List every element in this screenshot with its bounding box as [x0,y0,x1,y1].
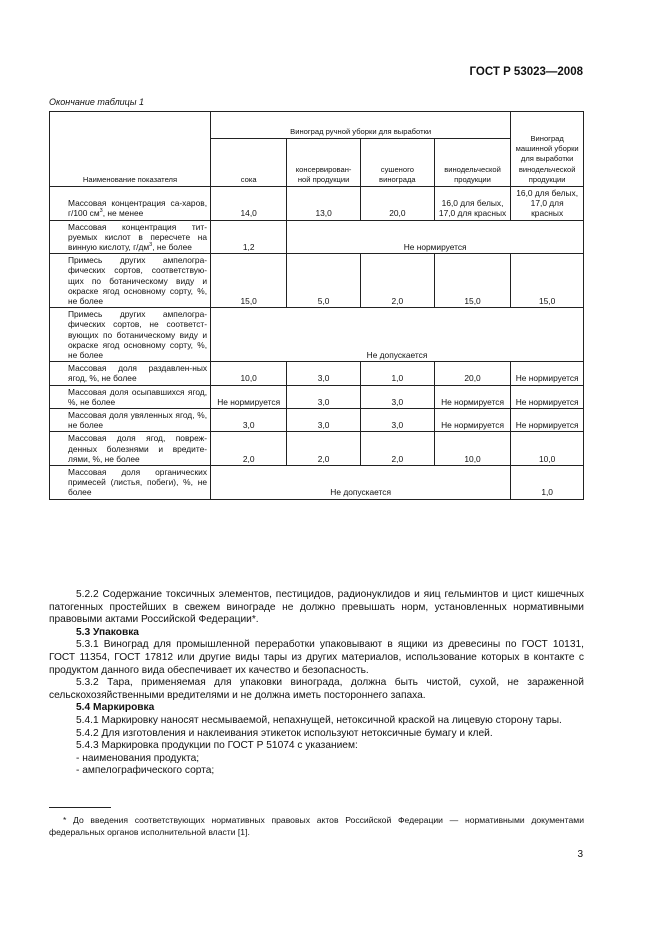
cell-value: 10,0 [211,362,287,385]
paragraph-5-4-2: 5.4.2 Для изготовления и наклеивания этикеток используют нетоксичные бумагу и клей. [76,727,493,739]
row-name: Примесь других ампелогра-фических сортов, соответствую-щих по ботаническому виду и окраске ягод основному сорту, %, не более [50,254,211,308]
cell-value: 15,0 [211,254,287,308]
cell-value: 2,0 [287,432,361,466]
cell-value: 5,0 [287,254,361,308]
header-manual-harvest: Виноград ручной уборки для выработки [211,112,511,139]
cell-value: 3,0 [360,409,434,432]
cell-value: 1,0 [511,466,584,500]
cell-value: 13,0 [287,187,361,221]
table-row [50,220,584,254]
list-item: - ампелографического сорта; [76,765,215,777]
paragraph-5-3-2: 5.3.2 Тара, применяемая для упаковки винограда, должна быть чистой, сухой, не зараженной сельскохозяйственными вредителями и не должна иметь постороннего запаха. [49,677,584,701]
indicators-table [49,111,584,500]
row-name: Массовая концентрация са-харов, г/100 $см^3$, не менее [50,187,211,221]
list-item: - наименования продукта; [76,752,200,764]
header-dried: сушеного винограда [360,139,434,187]
paragraph-5-4-3: 5.4.3 Маркировка продукции по ГОСТ Р 51074 с указанием: [76,740,358,752]
cell-value: 1,0 [360,362,434,385]
section-text [49,589,584,778]
cell-value: 2,0 [211,432,287,466]
cell-value: 1,2 [211,220,287,254]
paragraph-5-3-1: 5.3.1 Виноград для промышленной переработки упаковывают в ящики из древесины по ГОСТ 10131, ГОСТ 11354, ГОСТ 17812 или другие виды тары из других материалов, использование которых в контакте с продуктом данного вида обеспечивает их качество и безопасность. [49,639,584,676]
table-row [50,254,584,308]
heading-marking: 5.4 Маркировка [76,702,155,714]
header-juice: сока [211,139,287,187]
row-name: Массовая концентрация тит-руемых кислот в пересчете на винную кислоту, $г/дм^3$, не более [50,220,211,254]
table-row [50,308,584,362]
cell-merged: Не допускается [211,308,584,362]
cell-value: 3,0 [287,362,361,385]
table-row [50,362,584,385]
cell-value: 3,0 [287,409,361,432]
cell-value: Не нормируется [511,385,584,408]
footnote-divider [49,807,111,808]
cell-value: 2,0 [360,254,434,308]
table-row [50,466,584,500]
cell-value: Не нормируется [434,409,511,432]
cell-merged: Не нормируется [287,220,584,254]
paragraph-5-2-2: 5.2.2 Содержание токсичных элементов, пестицидов, радионуклидов и яиц гельминтов и цист кишечных патогенных простейших в свежем винограде не должно превышать норм, установленных нормативными правовыми актами Российской Федерации*. [49,589,584,626]
cell-value: 16,0 для белых, 17,0 для красных [511,187,584,221]
page-number: 3 [577,849,583,860]
table-caption: Окончание таблицы 1 [49,97,144,107]
cell-value: 20,0 [360,187,434,221]
document-code: ГОСТ Р 53023—2008 [469,66,583,78]
cell-value: Не нормируется [511,362,584,385]
heading-packaging: 5.3 Упаковка [76,626,139,638]
cell-value: 16,0 для белых, 17,0 для красных [434,187,511,221]
cell-merged: Не допускается [211,466,511,500]
table-row [50,385,584,408]
header-wine: винодельческой продукции [434,139,511,187]
row-name: Примесь других ампелогра-фических сортов, не соответст-вующих по ботаническому виду и окраске ягод основному сорту, %, не более [50,308,211,362]
table-row [50,187,584,221]
row-name: Массовая доля осыпавшихся ягод, %, не более [50,385,211,408]
row-name: Массовая доля ягод, повреж-денных болезнями и вредите-лями, %, не более [50,432,211,466]
cell-value: 15,0 [511,254,584,308]
cell-value: 14,0 [211,187,287,221]
cell-value: 3,0 [211,409,287,432]
row-name: Массовая доля увяленных ягод, %, не более [50,409,211,432]
cell-value: Не нормируется [511,409,584,432]
cell-value: 3,0 [287,385,361,408]
cell-value: 10,0 [434,432,511,466]
header-indicator-name: Наименование показателя [50,112,211,187]
table-row [50,432,584,466]
row-name: Массовая доля раздавлен-ных ягод, %, не более [50,362,211,385]
cell-value: Не нормируется [211,385,287,408]
header-canned: консервирован-ной продукции [287,139,361,187]
header-machine-harvest: Виноград машинной уборки для выработки винодельческой продукции [511,112,584,187]
cell-value: 20,0 [434,362,511,385]
paragraph-5-4-1: 5.4.1 Маркировку наносят несмываемой, непахнущей, нетоксичной краской на лицевую сторону тары. [76,714,562,726]
cell-value: 15,0 [434,254,511,308]
cell-value: 2,0 [360,432,434,466]
cell-value: 10,0 [511,432,584,466]
cell-value: Не нормируется [434,385,511,408]
table-row [50,409,584,432]
footnote: * До введения соответствующих нормативных правовых актов Российской Федерации — нормативными документами федеральных органов исполнительной власти [1]. [49,815,584,838]
row-name: Массовая доля органических примесей (листья, побеги), %, не более [50,466,211,500]
cell-value: 3,0 [360,385,434,408]
